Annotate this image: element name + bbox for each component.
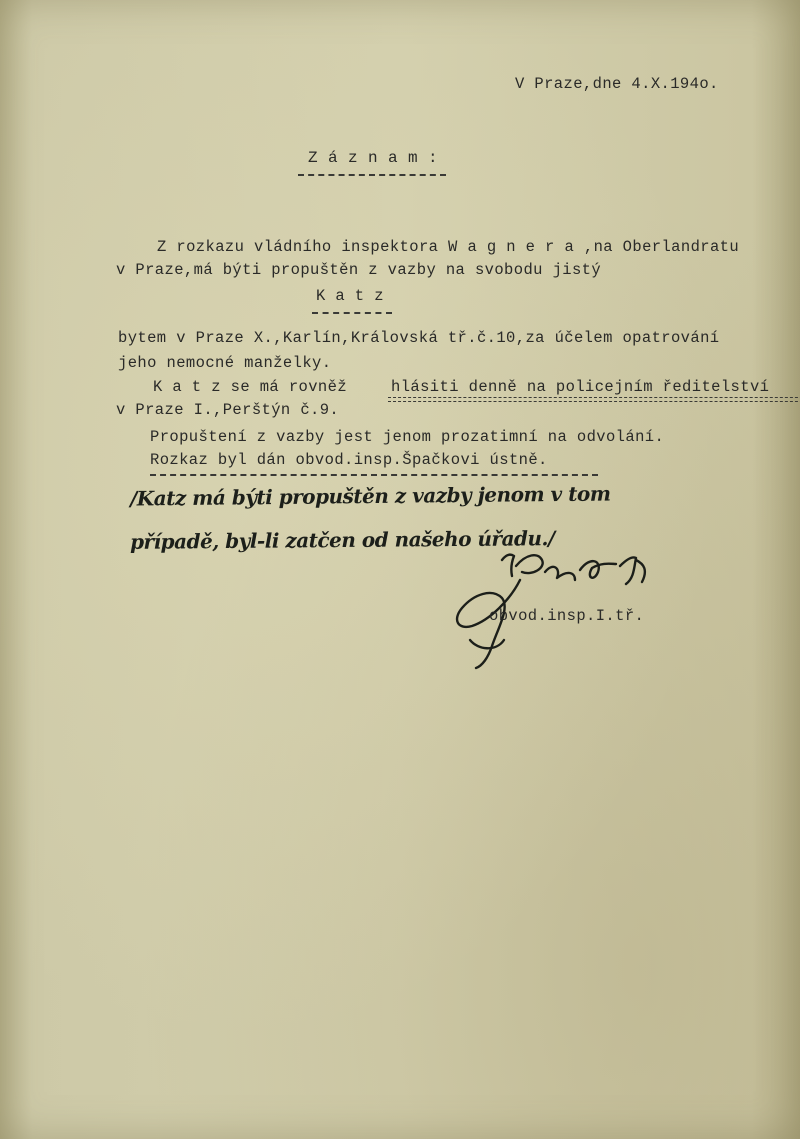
handwritten-note-line-1: /Katz má býti propuštěn z vazby jenom v tom — [129, 481, 611, 511]
signature-title: obvod.insp.I.tř. — [489, 607, 645, 625]
paragraph-line-2: v Praze,má býti propuštěn z vazby na svobodu jistý — [116, 261, 602, 279]
paragraph-line-6: v Praze I.,Perštýn č.9. — [116, 401, 340, 419]
paragraph-line-5b: hlásiti denně na policejním ředitelství — [391, 378, 770, 396]
paragraph-line-8: Rozkaz byl dán obvod.insp.Špačkovi ústně. — [150, 451, 548, 469]
paragraph-line-3: bytem v Praze X.,Karlín,Královská tř.č.10,za účelem opatrování — [118, 329, 720, 347]
paragraph-line-5a: K a t z se má rovněž — [153, 378, 348, 396]
paragraph-line-7: Propuštení z vazby jest jenom prozatimní na odvolání. — [150, 428, 665, 446]
place-date: V Praze,dne 4.X.194o. — [515, 75, 719, 93]
document-title: Z á z n a m : — [308, 149, 439, 167]
paragraph-line-4: jeho nemocné manželky. — [118, 354, 332, 372]
handwritten-note-line-2: případě, byl-li zatčen od našeho úřadu./ — [129, 526, 555, 554]
paragraph-line-1: Z rozkazu vládního inspektora W a g n e r a ,na Oberlandratu — [157, 238, 740, 256]
person-name: K a t z — [316, 287, 384, 305]
